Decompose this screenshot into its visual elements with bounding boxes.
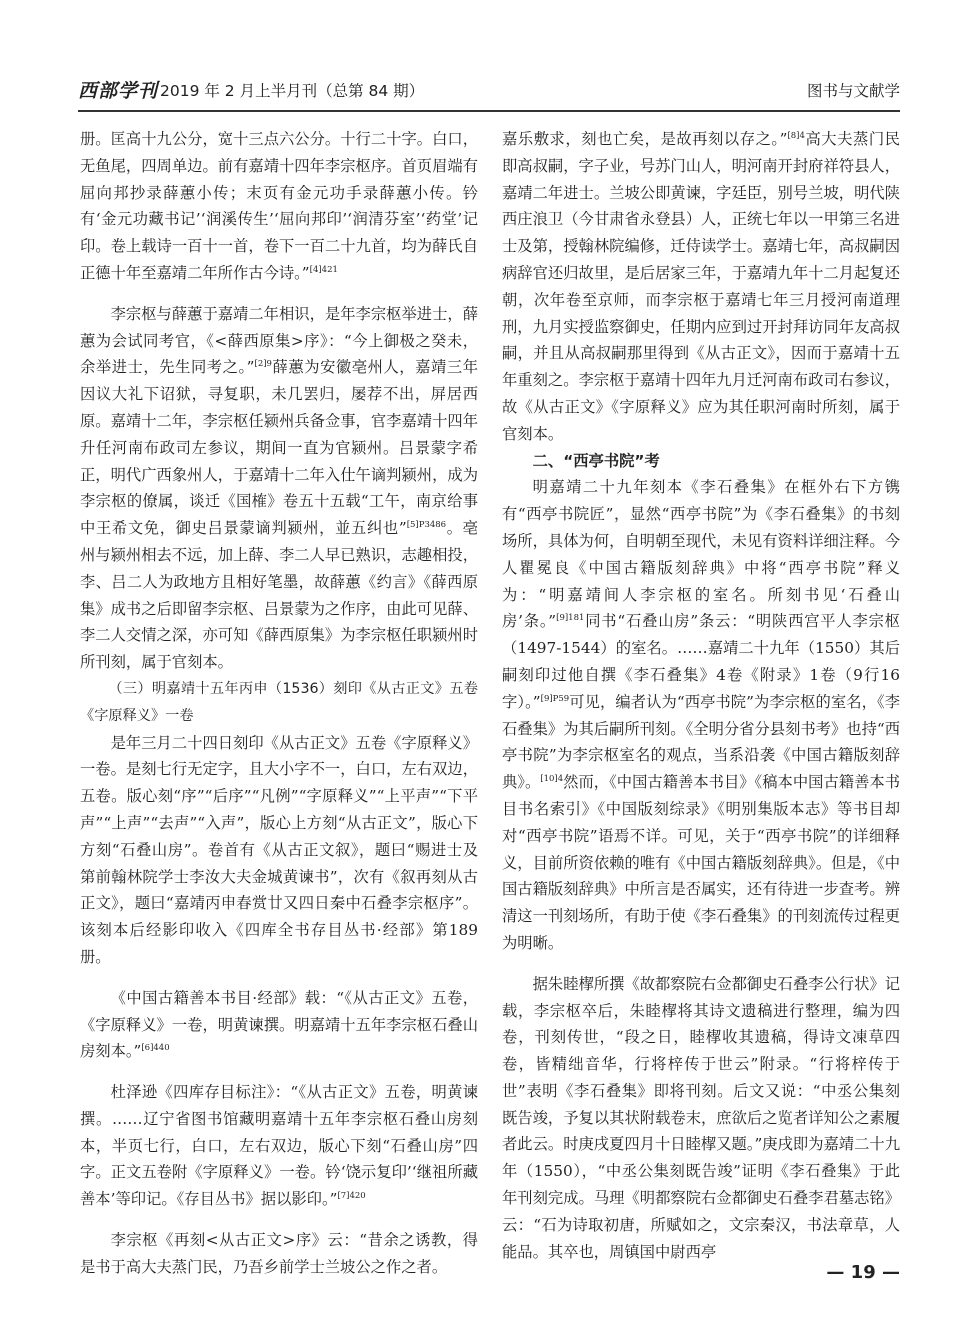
right-column (502, 126, 900, 1265)
section-title: 图书与文献学 (806, 82, 900, 100)
citation: [4]421 (309, 264, 338, 275)
citation: [9]181 (556, 613, 585, 624)
journal-logo: 西部学刊 (78, 80, 159, 102)
citation: [10]4 (540, 774, 564, 785)
citation: [9]P59 (540, 693, 570, 704)
left-column (80, 126, 478, 1281)
citation: [5]P3486 (406, 520, 447, 531)
citation: [6]440 (141, 1043, 170, 1054)
paragraph: 李宗枢与薛蕙于嘉靖二年相识，是年李宗枢举进士，薛蕙为会试同考官，《<薛西原集>序》：“今上御极之癸未，余举进士，先生同考之。”$^{[2]9}$薛蕙为安徽亳州人，嘉靖三年因议大礼下诏狱，寻复职，未几罢归，屡荐不出，屏居西原。嘉靖十二年，李宗枢任颍州兵备佥事，官李嘉靖十四年升任河南布政司左参议，期间一直为官颍州。吕景蒙字希正，明代广西象州人，于嘉靖十二年入仕午谪判颍州，成为李宗枢的僚属，谈迁《国榷》卷五十五载“工午，南京给事中王希文免，御史吕景蒙谪判颍州，並五纠也”$^{[5]P3486}$。亳州与颍州相去不远，加上薛、李二人早已熟识，志趣相投，李、吕二人为政地方且相好笔墨，故薛蕙《约言》《薛西原集》成书之后即留李宗枢、吕景蒙为之作序，由此可见薛、李二人交情之深，亦可知《薛西原集》为李宗枢任职颍州时所刊刻，属于官刻本。 (80, 304, 478, 672)
section-heading: 二、“西亭书院”考 (532, 451, 660, 470)
paragraph: 是年三月二十四日刻印《从古正文》五卷《字原释义》一卷。是刻七行无定字，且大小字不一，白口，左右双边，五卷。版心刻“序”“后序”“凡例”“字原释义”“上平声”“下平声”“上声”“去声”“入声”，版心上方刻“从古正文”，版心下方刻“石叠山房”。卷首有《从古正文叙》，题曰“赐进士及第前翰林院学士李汝大夫金城黄谏书”，次有《叙再刻从古正文》，题曰“嘉靖丙申春赏廿又四日秦中石叠李宗枢序”。该刻本后经影印收入《四库全书存目丛书·经部》第189册。 (80, 733, 478, 966)
paragraph: 《中国古籍善本书目·经部》载：“《从古正文》五卷，《字原释义》一卷，明黄谏撰。明嘉靖十五年李宗枢石叠山房刻本。”$^{[6]440}$ (80, 988, 478, 1061)
paragraph: 李宗枢《再刻<从古正文>序》云：“昔余之诱教，得是书于高大夫蒸门民，乃吾乡前学士兰坡公之作之者。 (80, 1231, 478, 1276)
citation: [8]4 (787, 130, 805, 141)
subsection-heading: （三）明嘉靖十五年丙申（1536）刻印《从古正文》五卷《字原释义》一卷 (80, 680, 478, 724)
page-number: — 19 — (826, 1262, 900, 1283)
journal-issue: 2019 年 2 月上半月刊（总第 84 期） (160, 82, 425, 100)
paragraph: 据朱睦㮮所撰《故都察院右佥都御史石叠李公行状》记载，李宗枢卒后，朱睦㮮将其诗文遗稿进行整理，编为四卷，刊刻传世，“段之日，睦㮮收其遗稿，得诗文凍草四卷，皆精绌音华，行将梓传于世云”附录。“行将梓传于世”表明《李石叠集》即将刊刻。后文又说：“中丞公集刻既告竣，予复以其状附载卷末，庶欲后之览者详知公之素履者此云。时庚戌夏四月十日睦㮮又题。”庚戌即为嘉靖二十九年（1550），“中丞公集刻既告竣”证明《李石叠集》于此年刊刻完成。马理《明都察院右佥都御史石叠李君墓志铭》云：“石为诗取初唐，所赋如之，文宗秦汉，书法章草，人能品。其卒也，周镇国中尉西亭 (502, 974, 900, 1261)
paragraph: 嘉乐敷求，刻也亡矣，是故再刻以存之。”$^{[8]4}$高大夫蒸门民即高叔嗣，字子业，号苏门山人，明河南开封府祥符县人，嘉靖二年进士。兰坡公即黄谏，字廷臣，别号兰坡，明代陕西庄浪卫（今甘肃省永登县）人，正统七年以一甲第三名进士及第，授翰林院编修，迁侍读学士。嘉靖七年，高叔嗣因病辞官还归故里，是后居家三年，于嘉靖九年十二月起复还朝，次年卷至京师，而李宗枢于嘉靖七年三月授河南道理刑，九月实授监察御史，任期内应到过开封拜访同年友高叔嗣，并且从高叔嗣那里得到《从古正文》，因而于嘉靖十五年重刻之。李宗枢于嘉靖十四年九月迁河南布政司右参议，故《从古正文》《字原释义》应为其任职河南时所刻，属于官刻本。 (502, 130, 900, 443)
paragraph: 杜泽逊《四库存目标注》：“《从古正文》五卷，明黄谏撰。……辽宁省图书馆藏明嘉靖十五年李宗枢石叠山房刻本，半页七行，白口，左右双边，版心下刻“石叠山房”四字。正文五卷附《字原释义》一卷。钤‘饶示复印’‘继祖所藏善本’等印记。《存目丛书》据以影印。”$^{[7]420}$ (80, 1083, 478, 1209)
citation: [7]420 (337, 1191, 366, 1202)
paragraph: 册。匡高十九公分，宽十三点六公分。十行二十字。白口，无鱼尾，四周单边。前有嘉靖十四年李宗枢序。首页眉端有屈向邦抄录薛蕙小传；末页有金元功手录薛蕙小传。钤有‘金元功藏书记’‘润溪传生’‘屈向邦印’‘润清芬室’‘药堂’记印。卷上载诗一百十一首，卷下一百二十九首，均为薛氏自正德十年至嘉靖二年所作古今诗。”$^{[4]421}$ (80, 130, 478, 282)
paragraph: 明嘉靖二十九年刻本《李石叠集》在框外右下方镌有“西亭书院匠”，显然“西亭书院”为《李石叠集》的书刻场所，具体为何，自明朝至现代，未见有资料详细注释。今人瞿冕良《中国古籍版刻辞典》中将“西亭书院”释义为：“明嘉靖间人李宗枢的室名。所刻书见‘石叠山房’条。”$^{[9]181}$同书“石叠山房”条云：“明陕西宫平人李宗枢（1497-1544）的室名。……嘉靖二十九年（1550）其后嗣刻印过他自撰《李石叠集》4卷《附录》1卷（9行16字）。”$^{[9]P59}$可见，编者认为“西亭书院”为李宗枢的室名，《李石叠集》为其后嗣所刊刻。《全明分省分县刻书考》也持“西亭书院”为李宗枢室名的观点，当系沿袭《中国古籍版刻辞典》。$^{[10]4}$然而，《中国古籍善本书目》《稿本中国古籍善本书目书名索引》《中国版刻综录》《明别集版本志》等书目却对“西亭书院”语焉不详。可见，关于“西亭书院”的详细释义，目前所资依赖的唯有《中国古籍版刻辞典》。但是，《中国古籍版刻辞典》中所言是否属实，还有待进一步查考。辨清这一刊刻场所，有助于使《李石叠集》的刊刻流传过程更为明晰。 (502, 478, 901, 952)
page-header (78, 70, 900, 112)
citation: [2]9 (254, 359, 272, 370)
